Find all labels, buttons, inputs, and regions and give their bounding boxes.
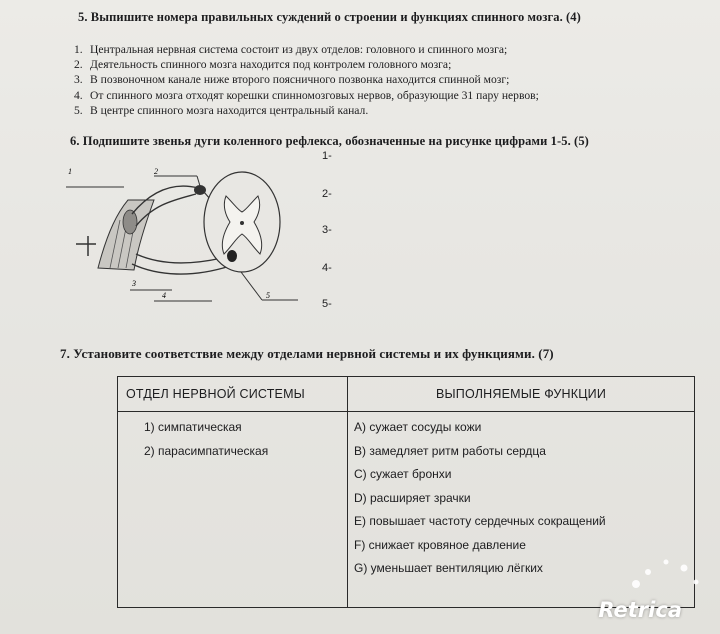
- header-divisions: ОТДЕЛ НЕРВНОЙ СИСТЕМЫ: [118, 377, 348, 412]
- retrica-watermark: Retrica: [598, 598, 682, 622]
- statement-2: 2. Деятельность спинного мозга находится под контролем головного мозга;: [74, 58, 452, 72]
- statement-4: 4. От спинного мозга отходят корешки спинномозговых нервов, образующие 31 пару нервов;: [74, 88, 539, 102]
- matching-table: [117, 376, 695, 608]
- function-b: В) замедляет ритм работы сердца: [354, 443, 546, 458]
- answer-line-4: 4-: [322, 262, 332, 274]
- statement-3: 3. В позвоночном канале ниже второго поясничного позвонка находится спинной мозг;: [74, 73, 510, 87]
- figure-label-3: 3: [132, 279, 136, 288]
- answer-line-2: 2-: [322, 188, 332, 200]
- function-f: F) снижает кровяное давление: [354, 537, 526, 552]
- figure-label-4: 4: [162, 291, 166, 300]
- answer-line-3: 3-: [322, 224, 332, 236]
- leg-muscle: [98, 200, 154, 270]
- function-e: Е) повышает частоту сердечных сокращений: [354, 514, 606, 528]
- question-7-title: 7. Установите соответствие между отделами нервной системы и их функциями. (7): [60, 346, 554, 361]
- motor-neuron: [227, 250, 237, 262]
- header-functions: ВЫПОЛНЯЕМЫЕ ФУНКЦИИ: [348, 377, 695, 412]
- statement-1: 1. Центральная нервная система состоит из двух отделов: головного и спинного мозга;: [74, 43, 508, 56]
- division-parasympathetic: 2) парасимпатическая: [144, 443, 269, 458]
- question-5-statements: [74, 42, 539, 118]
- function-g: G) уменьшает вентиляцию лёгких: [354, 561, 543, 575]
- function-a: А) сужает сосуды кожи: [354, 420, 482, 434]
- answer-line-1: 1-: [322, 150, 332, 162]
- question-6-title: 6. Подпишите звенья дуги коленного рефлекса, обозначенные на рисунке цифрами 1-5. (5): [70, 134, 589, 148]
- divisions-cell: [118, 412, 348, 608]
- figure-label-2: 2: [154, 167, 158, 176]
- function-d: D) расширяет зрачки: [354, 490, 471, 505]
- statement-5: 5. В центре спинного мозга находится центральный канал.: [74, 103, 369, 117]
- receptor: [123, 210, 137, 234]
- spinal-ganglion: [194, 185, 206, 195]
- central-canal: [240, 221, 244, 225]
- division-sympathetic: 1) симпатическая: [144, 420, 242, 434]
- answer-line-5: 5-: [322, 298, 332, 310]
- motor-nerve: [136, 254, 222, 263]
- figure-label-5: 5: [266, 291, 270, 300]
- knee-reflex-arc-diagram: [62, 160, 322, 320]
- function-c: С) сужает бронхи: [354, 467, 452, 481]
- figure-label-1: 1: [68, 167, 72, 176]
- question-5-title: 5. Выпишите номера правильных суждений о строении и функциях спинного мозга. (4): [78, 10, 581, 24]
- watermark-dots-icon: [626, 554, 706, 594]
